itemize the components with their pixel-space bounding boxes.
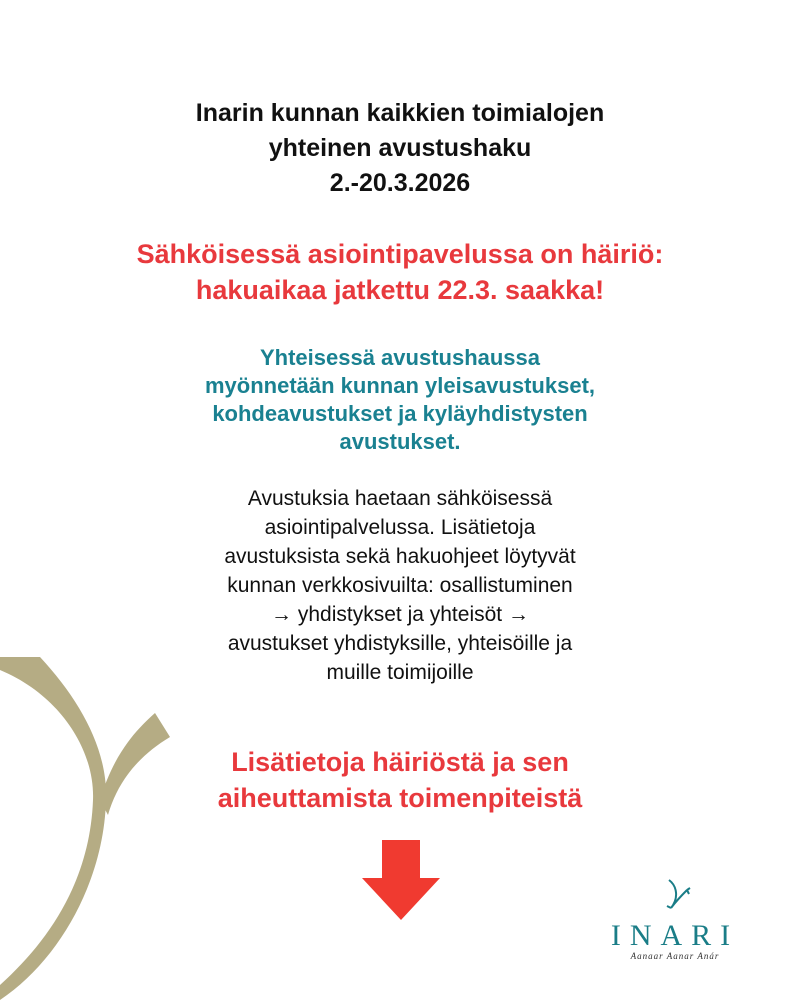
decorative-y-curve [0, 640, 200, 1000]
summary-line: myönnetään kunnan yleisavustukset, [204, 373, 596, 398]
logo-mark-icon [655, 878, 695, 914]
body-line: kunnan verkkosivuilta: osallistuminen [227, 574, 573, 597]
more-info-line: aiheuttamista toimenpiteistä [217, 783, 583, 813]
more-info-line: Lisätietoja häiriöstä ja sen [231, 747, 569, 777]
inari-logo [600, 878, 750, 961]
body-line: asiointipalvelussa. Lisätietoja [264, 516, 536, 539]
summary-line: Yhteisessä avustushaussa [259, 345, 541, 370]
more-info-heading [0, 744, 800, 816]
logo-wordmark: INARI [610, 919, 740, 952]
body-text [0, 484, 800, 687]
arrow-down-icon [362, 840, 440, 920]
summary-text [0, 344, 800, 456]
logo-subtitle: Aanaar Aanar Anár [630, 951, 720, 961]
title-line: Inarin kunnan kaikkien toimialojen [195, 99, 605, 127]
summary-line: kohdeavustukset ja kyläyhdistysten [212, 401, 588, 426]
body-line: → yhdistykset ja yhteisöt → [271, 603, 529, 626]
body-line: avustuksista sekä hakuohjeet löytyvät [224, 545, 576, 568]
body-line: muille toimijoille [326, 661, 474, 684]
summary-line: avustukset. [339, 429, 461, 454]
alert-line: hakuaikaa jatkettu 22.3. saakka! [195, 275, 605, 305]
title-dates: 2.-20.3.2026 [329, 169, 471, 197]
title-line: yhteinen avustushaku [268, 134, 532, 162]
disruption-alert [0, 236, 800, 308]
page-title [0, 96, 800, 201]
alert-line: Sähköisessä asiointipavelussa on häiriö: [136, 239, 664, 269]
body-line: Avustuksia haetaan sähköisessä [247, 487, 553, 510]
body-line: avustukset yhdistyksille, yhteisöille ja [227, 632, 573, 655]
